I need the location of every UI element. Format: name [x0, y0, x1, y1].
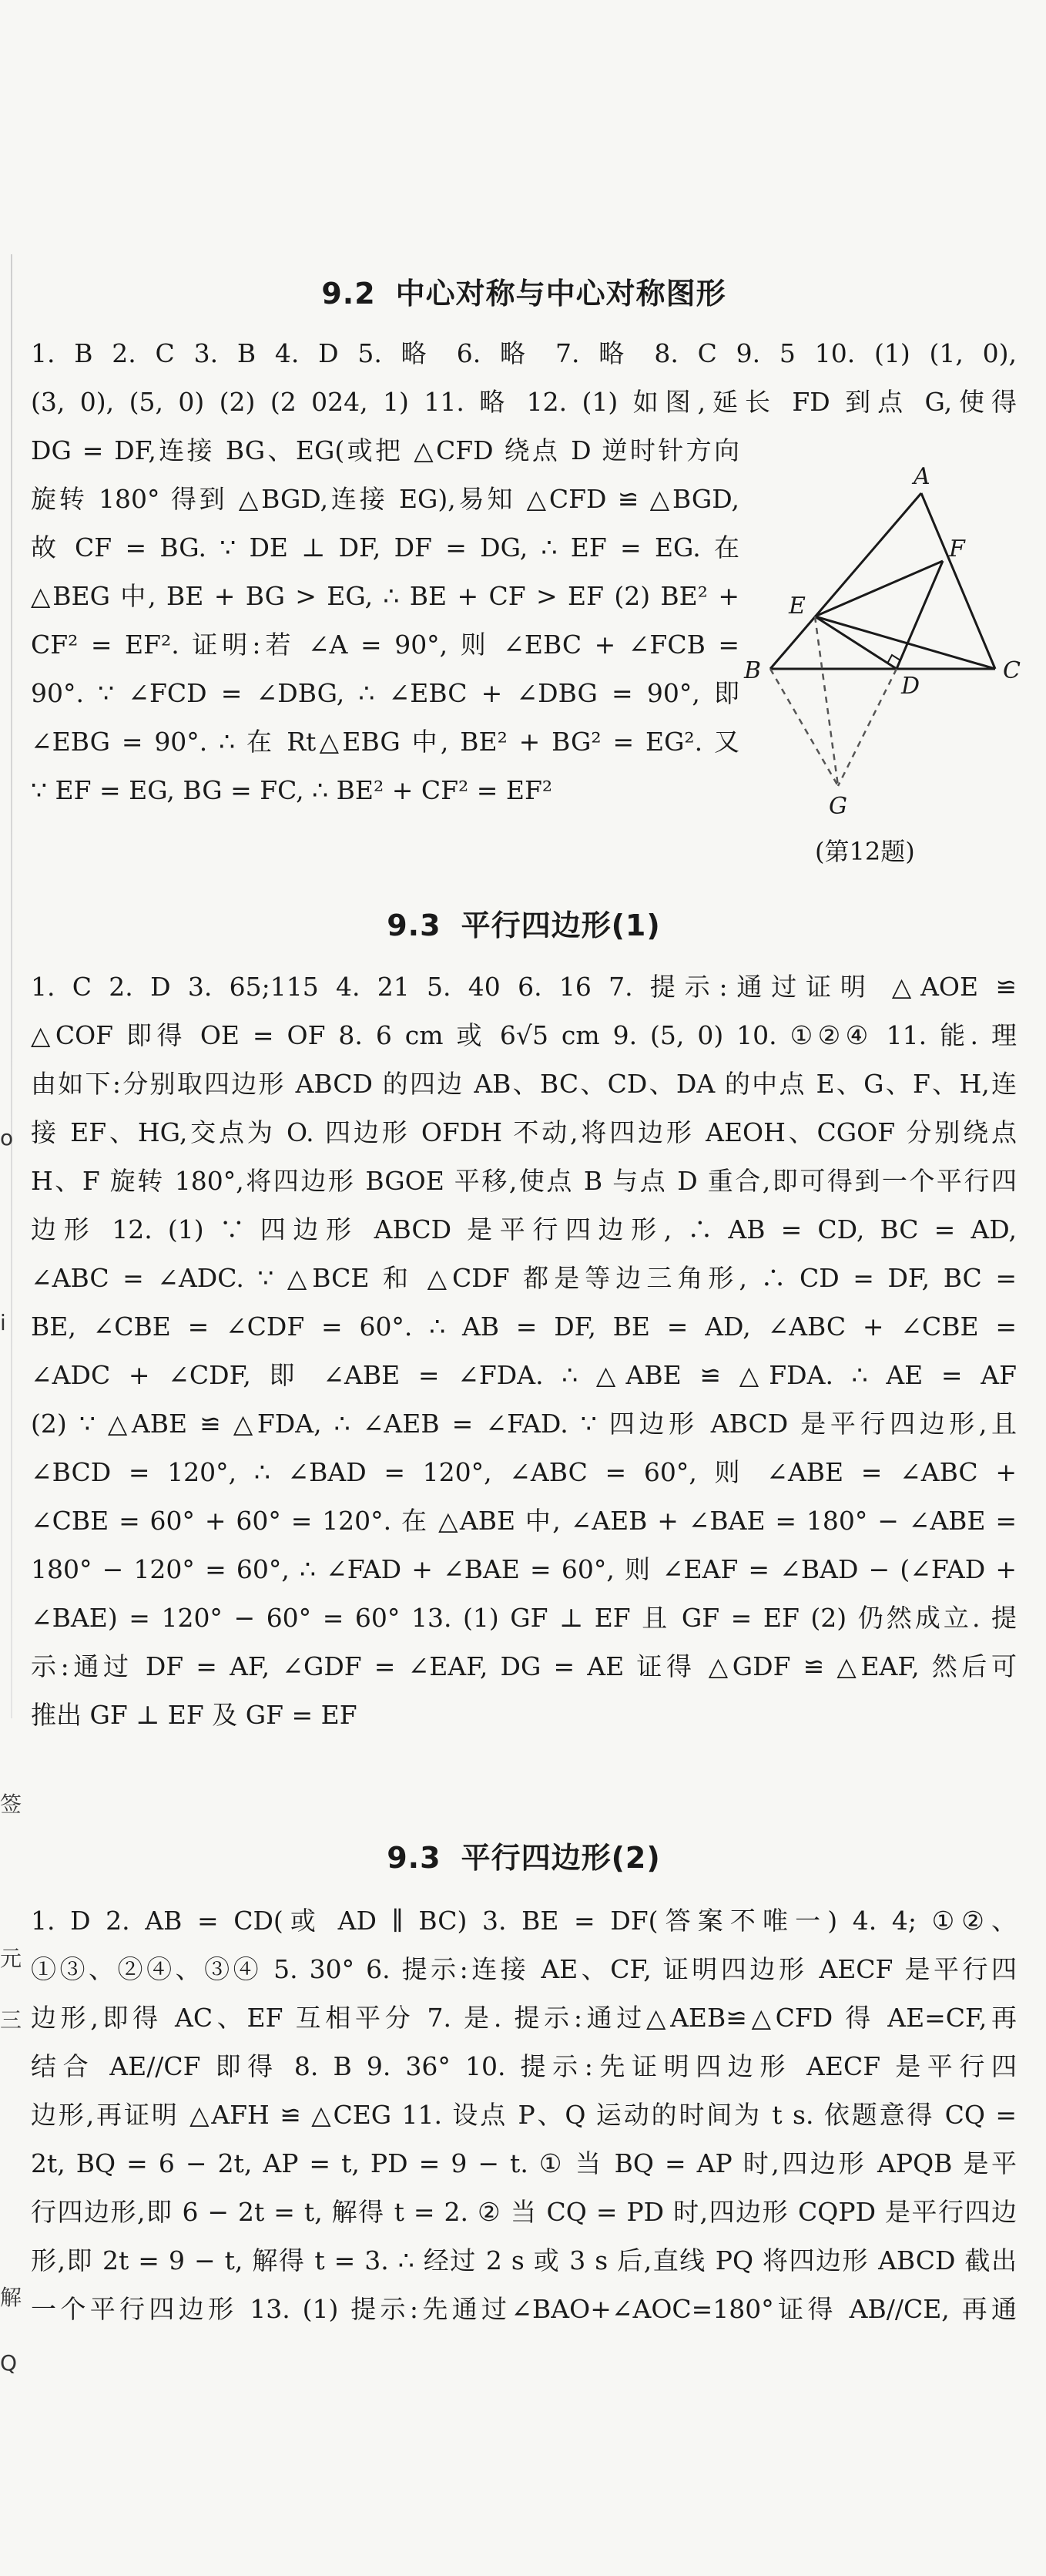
figure-caption: (第12题)	[815, 837, 915, 866]
answer-line: 边形,再证明 △AFH ≌ △CEG 11. 设点 P、Q 运动的时间为 t s. 依题意得 CQ =	[31, 2100, 1017, 2130]
margin-mark: 解	[0, 2285, 22, 2310]
section-heading: 中心对称与中心对称图形	[395, 277, 726, 311]
answer-line: 故 CF = BG. ∵ DE ⊥ DF, DF = DG, ∴ EF = EG. 在	[31, 532, 739, 563]
binding-line	[11, 254, 12, 1718]
answer-line: 180° − 120° = 60°, ∴ ∠FAD + ∠BAE = 60°, 则 ∠EAF = ∠BAD − (∠FAD +	[31, 1554, 1017, 1584]
answer-line: (2) ∵ △ABE ≌ △FDA, ∴ ∠AEB = ∠FAD. ∵ 四边形 ABCD 是平行四边形,且	[31, 1409, 1017, 1439]
answer-line: ∠CBE = 60° + 60° = 120°. 在 △ABE 中, ∠AEB + ∠BAE = 180° − ∠ABE =	[31, 1506, 1017, 1536]
section-heading: 平行四边形(1)	[461, 908, 661, 942]
label-e: E	[789, 593, 806, 620]
label-g: G	[829, 793, 847, 820]
answer-line: H、F 旋转 180°,将四边形 BGOE 平移,使点 B 与点 D 重合,即可得到一个平行四	[31, 1166, 1017, 1196]
section-number: 9.3	[387, 1841, 441, 1875]
answer-line: △BEG 中, BE + BG > EG, ∴ BE + CF > EF (2) BE² +	[31, 581, 739, 611]
answer-line: ∠EBG = 90°. ∴ 在 Rt△EBG 中, BE² + BG² = EG². 又	[31, 727, 739, 757]
section-title	[31, 902, 1017, 944]
answer-line: (3, 0), (5, 0) (2) (2 024, 1) 11. 略 12. (1) 如图,延长 FD 到点 G,使得	[31, 387, 1017, 417]
answer-line: ∵ EF = EG, BG = FC, ∴ BE² + CF² = EF²	[31, 775, 553, 805]
segment-ac	[921, 493, 995, 669]
answer-line: 90°. ∵ ∠FCD = ∠DBG, ∴ ∠EBC + ∠DBG = 90°, 即	[31, 678, 739, 708]
section-number: 9.3	[387, 908, 441, 942]
section-heading: 平行四边形(2)	[461, 1841, 661, 1875]
answer-line: BE, ∠CBE = ∠CDF = 60°. ∴ AB = DF, BE = AD, ∠ABC + ∠CBE =	[31, 1312, 1017, 1342]
answer-line: 边形 12. (1) ∵ 四边形 ABCD 是平行四边形, ∴ AB = CD, BC = AD,	[31, 1214, 1017, 1244]
label-c: C	[1003, 657, 1021, 684]
section-9-3-2	[31, 1834, 1017, 2333]
label-b: B	[744, 657, 762, 684]
margin-mark: 签	[0, 1792, 22, 1817]
answer-line: DG = DF,连接 BG、EG(或把 △CFD 绕点 D 逆时针方向	[31, 435, 739, 465]
answer-line: 1. D 2. AB = CD(或 AD ∥ BC) 3. BE = DF(答案不唯一) 4. 4; ①②、	[31, 1906, 1017, 1936]
answer-line: 形,即 2t = 9 − t, 解得 t = 3. ∴ 经过 2 s 或 3 s 后,直线 PQ 将四边形 ABCD 截出	[31, 2245, 1017, 2275]
label-d: D	[901, 673, 920, 700]
answer-line: 接 EF、HG,交点为 O. 四边形 OFDH 不动,将四边形 AEOH、CGOF 分别绕点	[31, 1117, 1017, 1147]
segment-bg-dashed	[770, 669, 838, 786]
segment-eg-dashed	[815, 616, 838, 786]
margin-mark: 元	[0, 1946, 22, 1971]
margin-mark: Q	[0, 2350, 18, 2376]
answer-line: ∠ADC + ∠CDF, 即 ∠ABE = ∠FDA. ∴ △ABE ≌ △FDA. ∴ AE = AF	[31, 1360, 1017, 1390]
answer-line: 旋转 180° 得到 △BGD,连接 EG),易知 △CFD ≌ △BGD,	[31, 484, 739, 514]
answer-line: 边形,即得 AC、EF 互相平分 7. 是. 提示:通过△AEB≌△CFD 得 AE=CF,再	[31, 2003, 1017, 2033]
answer-line: ①③、②④、③④ 5. 30° 6. 提示:连接 AE、CF, 证明四边形 AECF 是平行四	[31, 1954, 1017, 1984]
label-f: F	[949, 536, 965, 563]
margin-mark: o	[0, 1125, 14, 1150]
margin-mark: 三	[0, 2007, 22, 2033]
answer-line: 推出 GF ⊥ EF 及 GF = EF	[31, 1700, 357, 1730]
segment-ec	[815, 616, 995, 669]
answer-line: 结合 AE//CF 即得 8. B 9. 36° 10. 提示:先证明四边形 AECF 是平行四	[31, 2051, 1017, 2081]
segment-dg-dashed	[838, 669, 897, 786]
answer-line: ∠ABC = ∠ADC. ∵ △BCE 和 △CDF 都是等边三角形, ∴ CD = DF, BC =	[31, 1263, 1017, 1293]
answer-line: ∠BAE) = 120° − 60° = 60° 13. (1) GF ⊥ EF 且 GF = EF (2) 仍然成立. 提	[31, 1603, 1017, 1633]
segment-ed	[815, 616, 897, 669]
margin-mark: i	[0, 1310, 6, 1335]
answer-line: 示:通过 DF = AF, ∠GDF = ∠EAF, DG = AE 证得 △GDF ≌ △EAF, 然后可	[31, 1651, 1017, 1681]
geometry-figure	[739, 462, 1046, 863]
label-a: A	[914, 463, 930, 490]
answer-line: 1. B 2. C 3. B 4. D 5. 略 6. 略 7. 略 8. C 9. 5 10. (1) (1, 0),	[31, 338, 1017, 368]
answer-line: 1. C 2. D 3. 65;115 4. 21 5. 40 6. 16 7. 提示:通过证明 △AOE ≌	[31, 972, 1017, 1002]
section-title	[31, 270, 1017, 312]
answer-line: 2t, BQ = 6 − 2t, AP = t, PD = 9 − t. ① 当 BQ = AP 时,四边形 APQB 是平	[31, 2148, 1017, 2178]
answer-line: 一个平行四边形 13. (1) 提示:先通过∠BAO+∠AOC=180°证得 AB//CE, 再通	[31, 2294, 1017, 2324]
section-9-3-1	[31, 902, 1017, 1739]
answer-line: ∠BCD = 120°, ∴ ∠BAD = 120°, ∠ABC = 60°, 则 ∠ABE = ∠ABC +	[31, 1457, 1017, 1487]
section-number: 9.2	[321, 277, 376, 311]
answer-line: CF² = EF². 证明:若 ∠A = 90°, 则 ∠EBC + ∠FCB =	[31, 630, 739, 660]
answer-line: 由如下:分别取四边形 ABCD 的四边 AB、BC、CD、DA 的中点 E、G、F、H,连	[31, 1069, 1017, 1099]
section-title	[31, 1834, 1017, 1876]
answer-line: 行四边形,即 6 − 2t = t, 解得 t = 2. ② 当 CQ = PD 时,四边形 CQPD 是平行四边	[31, 2197, 1017, 2227]
answer-line: △COF 即得 OE = OF 8. 6 cm 或 6√5 cm 9. (5, 0) 10. ①②④ 11. 能. 理	[31, 1020, 1017, 1050]
